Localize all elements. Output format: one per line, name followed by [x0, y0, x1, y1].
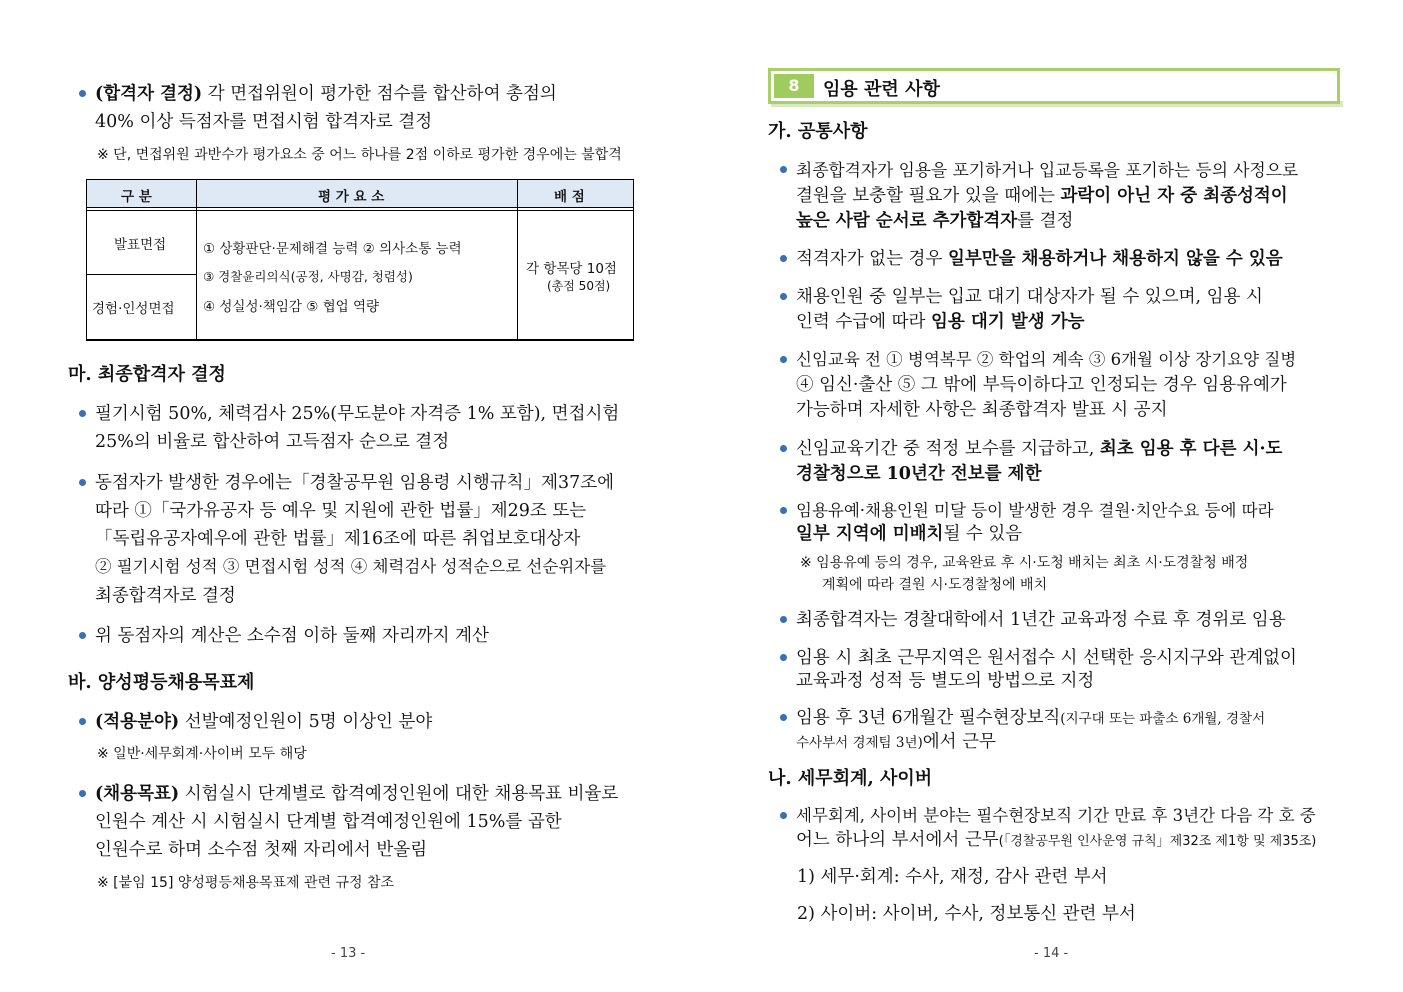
deferral-line3: 가능하며 자세한 사항은 최종합격자 발표 시 공지	[796, 400, 1168, 420]
table-element-line3: ④ 성실성·책임감 ⑤ 협업 역량	[203, 299, 380, 315]
final-ratio-line2: 25%의 비율로 합산하여 고득점자 순으로 결정	[95, 432, 450, 452]
tax-cyber-line2: 어느 하나의 부서에서 근무(「경찰공무원 인사운영 규칙」제32조 제1항 및 제35조)	[796, 830, 1317, 850]
vacancy-line1: 최종합격자가 임용을 포기하거나 입교등록을 포기하는 등의 사정으로	[796, 160, 1299, 180]
table-score-line1: 각 항목당 10점	[526, 261, 617, 277]
table-header-score: 배 점	[554, 189, 585, 205]
police-academy-line: 최종합격자는 경찰대학에서 1년간 교육과정 수료 후 경위로 임용	[796, 610, 1286, 630]
bullet-icon	[79, 479, 86, 486]
field-duty-line1: 임용 후 3년 6개월간 필수현장보직(지구대 또는 파출소 6개월, 경찰서	[796, 708, 1266, 728]
tie-rule-line3: 「독립유공자예우에 관한 법률」제16조에 따른 취업보호대상자	[95, 529, 581, 549]
fail-condition-note: ※ 단, 면접위원 과반수가 평가요소 중 어느 하나를 2점 이하로 평가한 경우에는 불합격	[97, 147, 622, 163]
heading-tax-cyber: 나. 세무회계, 사이버	[768, 768, 933, 789]
bullet-icon	[79, 790, 86, 797]
bullet-icon	[780, 654, 787, 661]
page-number-14: - 14 -	[1034, 946, 1069, 961]
bullet-icon	[780, 293, 787, 300]
deferral-line2: ④ 임신·출산 ⑤ 그 밖에 부득이하다고 인정되는 경우 임용유예가	[796, 375, 1287, 395]
waiting-line1: 채용인원 중 일부는 입교 대기 대상자가 될 수 있으며, 임용 시	[796, 287, 1263, 307]
tie-rule-line1: 동점자가 발생한 경우에는「경찰공무원 임용령 시행규칙」제37조에	[95, 473, 615, 493]
bullet-icon	[79, 632, 86, 639]
bullet-icon	[780, 616, 787, 623]
bullet-icon	[780, 714, 787, 721]
section-number: 8	[774, 74, 814, 98]
final-ratio-line1: 필기시험 50%, 체력검사 25%(무도분야 자격증 1% 포함), 면접시험	[95, 404, 620, 424]
non-placement-note1: ※ 임용유예 등의 경우, 교육완료 후 시·도청 배치는 최초 시·도경찰청 배정	[800, 555, 1249, 571]
bullet-icon	[780, 445, 787, 452]
table-row-experience: 경험·인성면접	[92, 301, 175, 317]
hire-target-line3: 인원수로 하며 소수점 첫째 자리에서 반올림	[95, 840, 428, 860]
page-number-13: - 13 -	[331, 946, 366, 961]
heading-common: 가. 공통사항	[768, 121, 868, 142]
deferral-line1: 신임교육 전 ① 병역복무 ② 학업의 계속 ③ 6개월 이상 장기요양 질병	[796, 350, 1297, 369]
bullet-icon	[780, 507, 787, 514]
table-element-line2: ③ 경찰윤리의식(공정, 사명감, 청렴성)	[203, 269, 413, 284]
vacancy-line2: 결원을 보충할 필요가 있을 때에는 과락이 아닌 자 중 최종성적이	[796, 186, 1288, 206]
tie-calc-line: 위 동점자의 계산은 소수점 이하 둘째 자리까지 계산	[95, 626, 489, 646]
transfer-line2: 경찰청으로 10년간 전보를 제한	[796, 464, 1042, 484]
cyber-dept-item: 2) 사이버: 사이버, 수사, 정보통신 관련 부서	[797, 904, 1136, 924]
bullet-icon	[780, 356, 787, 363]
hire-target-line1: (채용목표) 시험실시 단계별로 합격예정인원에 대한 채용목표 비율로	[95, 784, 619, 804]
bullet-icon	[780, 812, 787, 819]
non-placement-line1: 임용유예·채용인원 미달 등이 발생한 경우 결원·치안수요 등에 따라	[796, 501, 1274, 520]
table-header-elements: 평 가 요 소	[318, 189, 385, 205]
tax-dept-item: 1) 세무·회계: 수사, 재정, 감사 관련 부서	[797, 867, 1108, 887]
first-post-line1: 임용 시 최초 근무지역은 원서접수 시 선택한 응시지구와 관계없이	[796, 648, 1297, 668]
section-header	[768, 68, 1340, 104]
tie-rule-line4: ② 필기시험 성적 ③ 면접시험 성적 ④ 체력검사 성적순으로 선순위자를	[95, 557, 607, 576]
transfer-line1: 신임교육기간 중 적정 보수를 지급하고, 최초 임용 후 다른 시·도	[796, 439, 1283, 459]
bullet-icon	[780, 255, 787, 262]
first-post-line2: 교육과정 성적 등 별도의 방법으로 지정	[796, 671, 1095, 691]
tax-cyber-line1: 세무회계, 사이버 분야는 필수현장보직 기간 만료 후 3년간 다음 각 호 중	[796, 806, 1316, 825]
field-duty-line2: 수사부서 경제팀 3년)에서 근무	[796, 732, 996, 752]
pass-decision-line1: (합격자 결정) 각 면접위원이 평가한 점수를 합산하여 총점의	[95, 84, 557, 104]
section-title: 임용 관련 사항	[823, 79, 940, 100]
heading-final-pass: 마. 최종합격자 결정	[68, 364, 226, 385]
bullet-icon	[79, 410, 86, 417]
table-header-category: 구 분	[121, 189, 152, 205]
apply-field-line: (적용분야) 선발예정인원이 5명 이상인 분야	[95, 712, 433, 732]
no-eligible-line: 적격자가 없는 경우 일부만을 채용하거나 채용하지 않을 수 있음	[796, 249, 1283, 269]
interview-evaluation-table	[86, 179, 634, 340]
table-element-line1: ① 상황판단·문제해결 능력 ② 의사소통 능력	[203, 241, 462, 257]
apply-field-note: ※ 일반·세무회계·사이버 모두 해당	[97, 746, 307, 762]
bullet-icon	[780, 166, 787, 173]
hire-target-note: ※ [붙임 15] 양성평등채용목표제 관련 규정 참조	[97, 875, 395, 891]
vacancy-line3: 높은 사람 순서로 추가합격자를 결정	[796, 211, 1074, 231]
bullet-icon	[79, 718, 86, 725]
hire-target-line2: 인원수 계산 시 시험실시 단계별 합격예정인원에 15%를 곱한	[95, 812, 562, 832]
table-score-line2: (총점 50점)	[547, 279, 611, 293]
waiting-line2: 인력 수급에 따라 임용 대기 발생 가능	[796, 312, 1085, 332]
tie-rule-line2: 따라 ①「국가유공자 등 예우 및 지원에 관한 법률」제29조 또는	[95, 501, 587, 521]
non-placement-note2: 계획에 따라 결원 시·도경찰청에 배치	[822, 577, 1048, 593]
pass-decision-line2: 40% 이상 득점자를 면접시험 합격자로 결정	[95, 112, 433, 132]
table-row-presentation: 발표면접	[114, 237, 167, 253]
bullet-icon	[79, 90, 86, 97]
tie-rule-line5: 최종합격자로 결정	[95, 586, 236, 606]
heading-gender-equality: 바. 양성평등채용목표제	[68, 672, 255, 693]
non-placement-line2: 일부 지역에 미배치될 수 있음	[796, 524, 1023, 544]
